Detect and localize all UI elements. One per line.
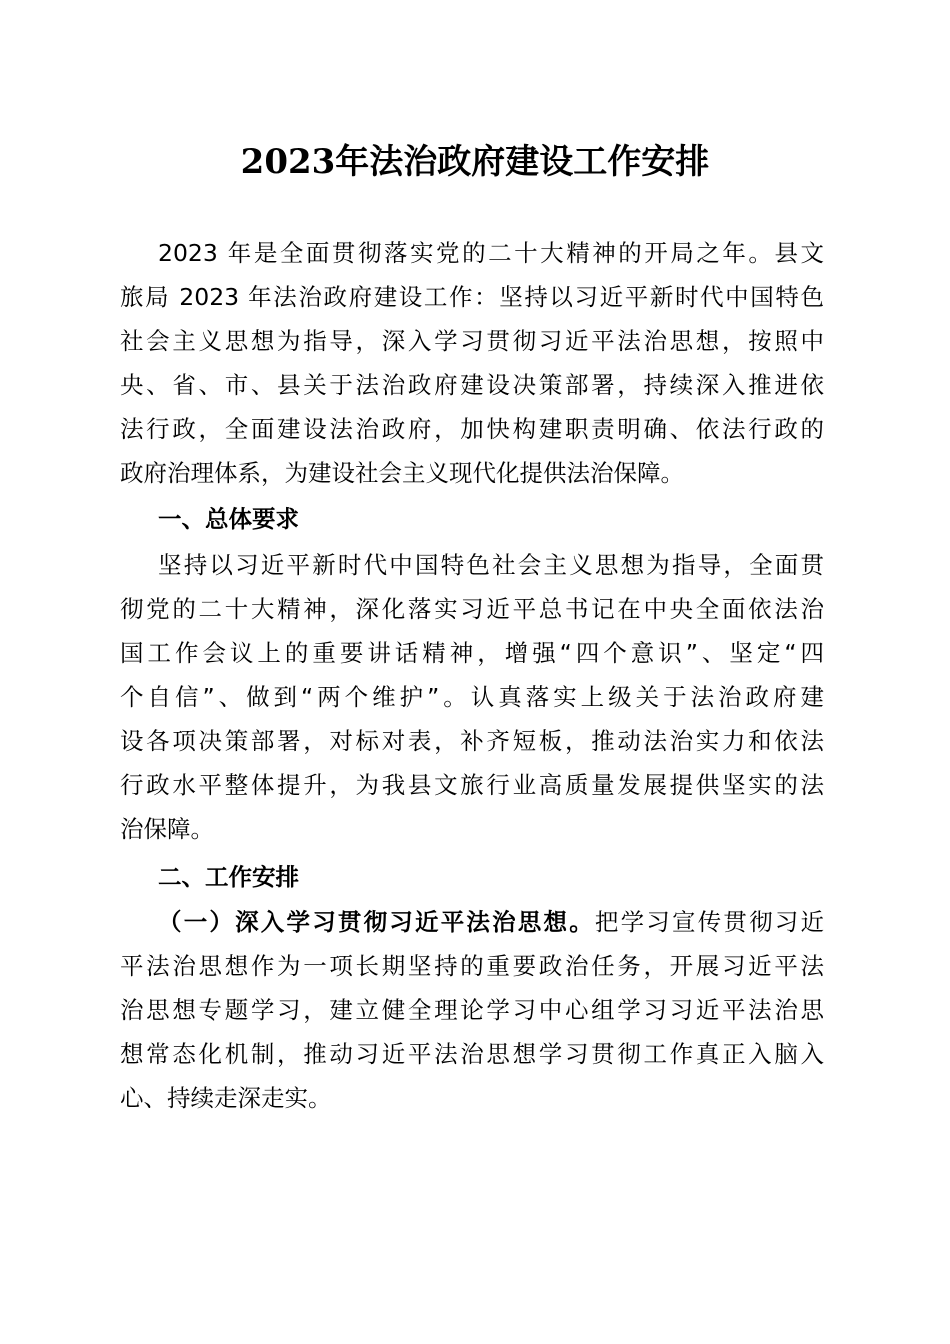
item1-lead: （一）深入学习贯彻习近平法治思想。	[158, 908, 595, 936]
item1-line: 心、持续走深走实。	[120, 1084, 332, 1112]
intro-line: 法行政，全面建设法治政府，加快构建职责明确、依法行政的	[120, 415, 824, 443]
section1-line: 彻党的二十大精神，深化落实习近平总书记在中央全面依法治	[120, 595, 824, 623]
item1-first-line	[158, 900, 824, 944]
section1-line: 个自信”、做到“两个维护”。认真落实上级关于法治政府建	[120, 683, 824, 711]
intro-line: 央、省、市、县关于法治政府建设决策部署，持续深入推进依	[120, 371, 824, 399]
item1-line: 想常态化机制，推动习近平法治思想学习贯彻工作真正入脑入	[120, 1040, 824, 1068]
section1-line: 坚持以习近平新时代中国特色社会主义思想为指导，全面贯	[158, 551, 824, 579]
section-heading-work-arrangement: 二、工作安排	[158, 863, 299, 891]
intro-line: 社会主义思想为指导，深入学习贯彻习近平法治思想，按照中	[120, 327, 824, 355]
intro-line: 政府治理体系，为建设社会主义现代化提供法治保障。	[120, 459, 684, 487]
section1-line: 设各项决策部署，对标对表，补齐短板，推动法治实力和依法	[120, 727, 824, 755]
section1-line: 治保障。	[120, 815, 214, 843]
intro-line: 2023 年是全面贯彻落实党的二十大精神的开局之年。县文	[158, 239, 824, 267]
section1-line: 行政水平整体提升，为我县文旅行业高质量发展提供坚实的法	[120, 771, 824, 799]
item1-line: 平法治思想作为一项长期坚持的重要政治任务，开展习近平法	[120, 952, 824, 980]
item1-line: 治思想专题学习，建立健全理论学习中心组学习习近平法治思	[120, 996, 824, 1024]
intro-line: 旅局 2023 年法治政府建设工作：坚持以习近平新时代中国特色	[120, 283, 824, 311]
item1-first-rest: 把学习宣传贯彻习近	[594, 908, 825, 936]
document-title: 2023年法治政府建设工作安排	[240, 142, 710, 182]
section-heading-general-requirements: 一、总体要求	[158, 505, 299, 533]
section1-line: 国工作会议上的重要讲话精神，增强“四个意识”、坚定“四	[120, 639, 824, 667]
